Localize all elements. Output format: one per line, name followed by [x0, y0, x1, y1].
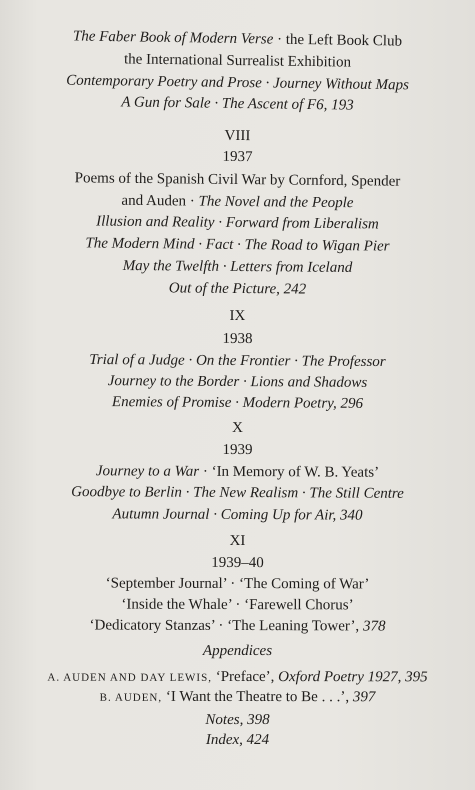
line-segment: Journey to a War	[95, 463, 200, 480]
contents-line	[0, 191, 475, 214]
line-segment: 1939	[222, 441, 253, 459]
line-segment: ‘Dedicatory Stanzas’ · ‘The Leaning Tower’,	[89, 617, 363, 635]
line-segment: The Novel and the People	[198, 193, 354, 212]
line-segment: Enemies of Promise · Modern Poetry, 296	[111, 394, 364, 412]
contents-line	[0, 256, 475, 278]
line-segment: 1939–40	[211, 554, 264, 572]
line-segment: A. AUDEN AND DAY LEWIS,	[47, 671, 216, 684]
contents-line	[0, 505, 475, 525]
contents-line	[0, 553, 475, 573]
line-segment: IX	[229, 307, 246, 325]
line-segment: B. AUDEN,	[99, 691, 166, 704]
line-segment: Contemporary Poetry and Prose · Journey Without Maps	[66, 72, 409, 94]
line-segment: Out of the Picture, 242	[168, 280, 307, 298]
line-segment: The Faber Book of Modern Verse	[72, 28, 274, 48]
line-segment: Journey to the Border · Lions and Shadows	[107, 373, 368, 391]
contents-line	[0, 392, 475, 413]
contents-line	[0, 234, 475, 257]
contents-line	[0, 711, 475, 730]
line-segment: XI	[229, 532, 246, 550]
contents-line	[0, 329, 475, 349]
line-segment: Poems of the Spanish Civil War by Cornford, Spender	[74, 170, 401, 190]
contents-line	[0, 169, 475, 192]
line-segment: the International Surrealist Exhibition	[123, 51, 352, 71]
contents-line	[0, 440, 475, 460]
contents-line	[0, 616, 475, 636]
line-segment: Appendices	[202, 642, 273, 660]
contents-line	[0, 418, 475, 438]
contents-line	[0, 531, 475, 551]
line-segment: ‘Preface’,	[215, 668, 279, 686]
contents-line	[0, 371, 475, 392]
line-segment: 378	[362, 618, 386, 635]
line-segment: 1938	[222, 330, 253, 348]
contents-line	[0, 731, 475, 750]
line-segment: A Gun for Sale · The Ascent of F6, 193	[121, 94, 354, 114]
line-segment: · the Left Book Club	[273, 31, 403, 50]
line-segment: Illusion and Reality · Forward from Liberalism	[96, 213, 379, 233]
line-segment: Autumn Journal · Coming Up for Air, 340	[112, 506, 363, 524]
line-segment: ‘Inside the Whale’ · ‘Farewell Chorus’	[121, 596, 354, 614]
contents-line	[0, 49, 475, 74]
contents-line	[0, 668, 475, 688]
contents-line	[0, 462, 475, 482]
contents-line	[0, 574, 475, 594]
line-segment: Goodbye to Berlin · The New Realism · The Still Centre	[71, 484, 404, 502]
contents-line	[0, 278, 475, 300]
line-segment: X	[232, 419, 243, 437]
line-segment: Notes, 398	[205, 711, 270, 729]
line-segment: Index, 424	[205, 731, 270, 749]
line-segment: Trial of a Judge · On the Frontier · The Professor	[89, 351, 386, 371]
line-segment: Oxford Poetry 1927, 395	[278, 669, 428, 686]
contents-line	[0, 350, 475, 371]
contents-line	[0, 688, 475, 708]
line-segment: The Modern Mind · Fact · The Road to Wigan Pier	[85, 235, 390, 255]
line-segment: 397	[352, 689, 376, 706]
contents-line	[0, 212, 475, 235]
contents-line	[0, 642, 475, 661]
contents-line	[0, 125, 475, 147]
line-segment: ‘September Journal’ · ‘The Coming of War’	[105, 575, 370, 593]
contents-line	[0, 26, 475, 51]
line-segment: · ‘In Memory of W. B. Yeats’	[199, 463, 380, 481]
contents-line	[0, 306, 475, 326]
line-segment: ‘I Want the Theatre to Be . . .’,	[165, 688, 353, 706]
contents-line	[0, 92, 475, 117]
line-segment: 1937	[222, 148, 253, 166]
line-segment: VIII	[224, 127, 251, 145]
contents-line	[0, 595, 475, 615]
contents-line	[0, 483, 475, 503]
line-segment: and Auden ·	[121, 192, 199, 210]
line-segment: May the Twelfth · Letters from Iceland	[122, 257, 353, 277]
contents-line	[0, 71, 475, 96]
contents-line	[0, 146, 475, 168]
